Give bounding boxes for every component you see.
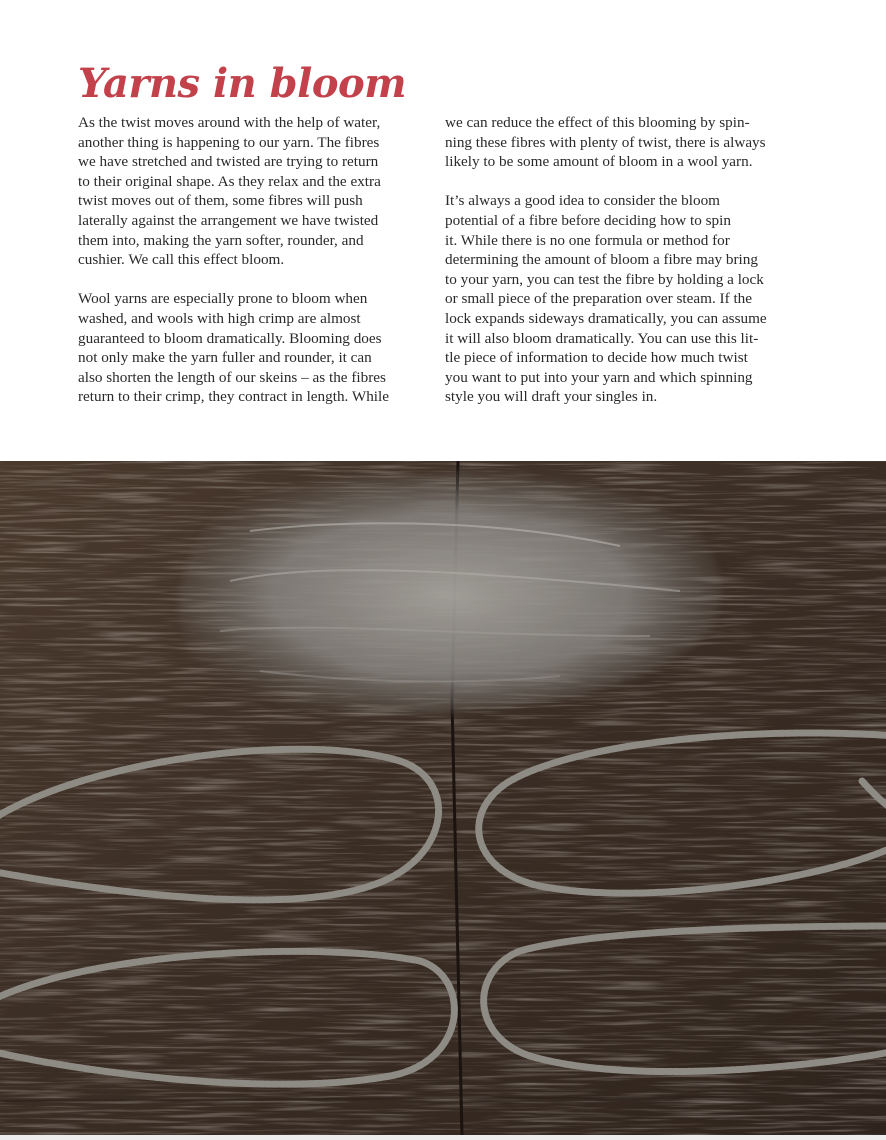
- text-line: Wool yarns are especially prone to bloom when: [78, 290, 368, 308]
- yarn-bloom-photo: [0, 461, 886, 1135]
- paragraph-gap: [445, 172, 777, 192]
- text-line: also shorten the length of our skeins – as the fibres: [78, 368, 386, 386]
- text-line: potential of a fibre before deciding how to spin: [445, 211, 731, 229]
- text-line: it. While there is no one formula or method for: [445, 231, 730, 249]
- text-line: determining the amount of bloom a fibre may bring: [445, 251, 758, 269]
- text-line: lock expands sideways dramatically, you can assume: [445, 309, 767, 327]
- paragraph-gap: [78, 270, 410, 290]
- text-line: ning these fibres with plenty of twist, there is always: [445, 133, 766, 151]
- text-column-left: [78, 113, 410, 407]
- page-bottom-edge: [0, 1135, 886, 1140]
- text-line: them into, making the yarn softer, rounder, and: [78, 231, 364, 249]
- text-line: likely to be some amount of bloom in a wool yarn.: [445, 153, 753, 171]
- text-line: cushier. We call this effect bloom.: [78, 251, 285, 269]
- paragraph: [78, 289, 410, 407]
- paragraph: [78, 113, 410, 270]
- text-line: style you will draft your singles in.: [445, 388, 658, 406]
- text-line: twist moves out of them, some fibres will push: [78, 192, 363, 210]
- section-heading: Yarns in bloom: [78, 60, 407, 107]
- text-line: you want to put into your yarn and which spinning: [445, 368, 753, 386]
- paragraph: [445, 191, 777, 407]
- text-line: tle piece of information to decide how much twist: [445, 349, 748, 367]
- text-line: to your yarn, you can test the fibre by holding a lock: [445, 270, 764, 288]
- text-line: another thing is happening to our yarn. The fibres: [78, 133, 380, 151]
- text-line: laterally against the arrangement we have twisted: [78, 211, 379, 229]
- text-line: we have stretched and twisted are trying to return: [78, 153, 379, 171]
- paragraph: [445, 113, 777, 172]
- text-line: washed, and wools with high crimp are almost: [78, 309, 361, 327]
- text-line: It’s always a good idea to consider the bloom: [445, 192, 720, 210]
- text-line: return to their crimp, they contract in length. While: [78, 388, 389, 406]
- text-line: not only make the yarn fuller and rounder, it can: [78, 349, 372, 367]
- text-line: we can reduce the effect of this blooming by spin-: [445, 114, 750, 131]
- text-line: it will also bloom dramatically. You can use this lit-: [445, 329, 759, 347]
- text-line: As the twist moves around with the help of water,: [78, 114, 381, 131]
- text-line: guaranteed to bloom dramatically. Blooming does: [78, 329, 382, 347]
- text-line: or small piece of the preparation over steam. If the: [445, 290, 752, 308]
- text-line: to their original shape. As they relax and the extra: [78, 172, 381, 190]
- text-column-right: [445, 113, 777, 407]
